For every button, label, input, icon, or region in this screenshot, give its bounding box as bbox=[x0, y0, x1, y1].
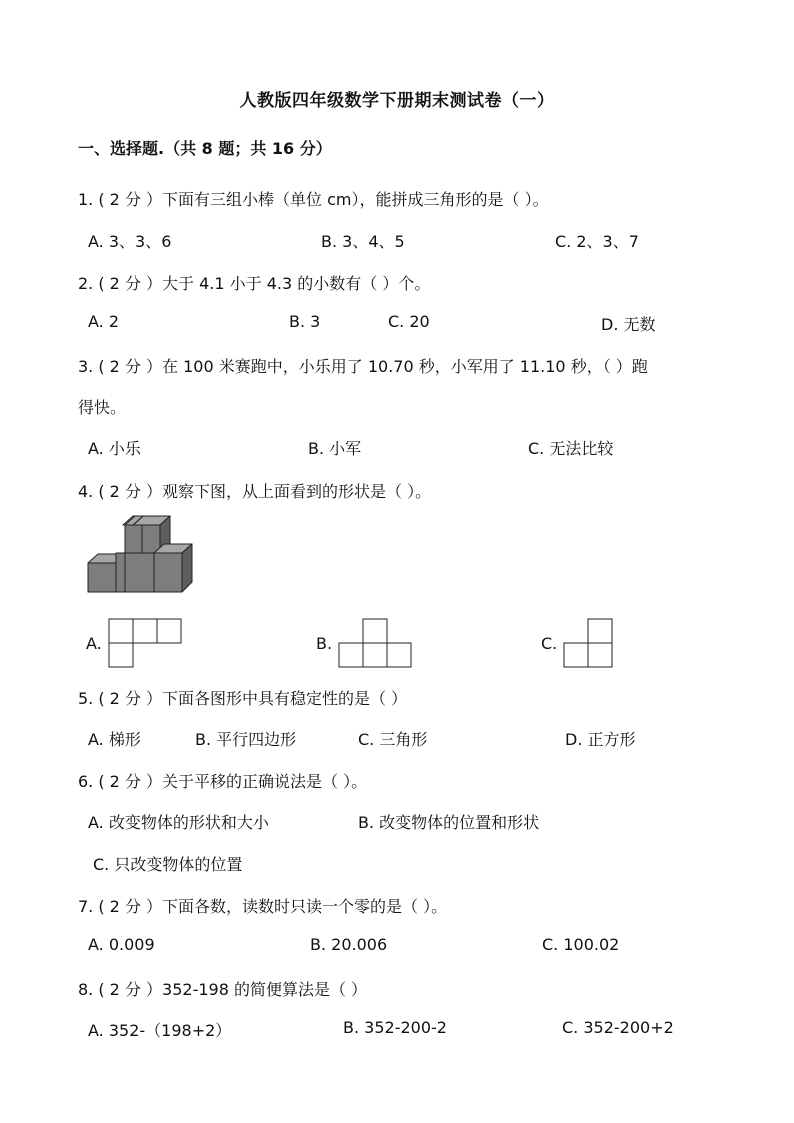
q7-option-c[interactable]: C. 100.02 bbox=[542, 935, 620, 954]
q7-option-a[interactable]: A. 0.009 bbox=[88, 935, 155, 954]
q6-option-b[interactable]: B. 改变物体的位置和形状 bbox=[358, 813, 540, 832]
q3-option-a[interactable]: A. 小乐 bbox=[88, 439, 141, 458]
q5-option-d[interactable]: D. 正方形 bbox=[565, 730, 636, 749]
q1-option-a[interactable]: A. 3、3、6 bbox=[88, 232, 172, 251]
q5-option-c[interactable]: C. 三角形 bbox=[358, 730, 428, 749]
q8-option-b[interactable]: B. 352-200-2 bbox=[343, 1018, 447, 1037]
q4-option-c[interactable]: C. bbox=[541, 634, 558, 653]
q1-option-c[interactable]: C. 2、3、7 bbox=[555, 232, 639, 251]
q2-option-a[interactable]: A. 2 bbox=[88, 312, 120, 331]
q2-option-d[interactable]: D. 无数 bbox=[601, 315, 656, 334]
q4-option-b[interactable]: B. bbox=[316, 634, 333, 653]
q4-option-c-grid[interactable] bbox=[563, 618, 613, 668]
section-heading: 一、选择题.（共 8 题；共 16 分） bbox=[78, 139, 332, 158]
q8-option-c[interactable]: C. 352-200+2 bbox=[562, 1018, 674, 1037]
question-1-stem: 1. ( 2 分 ）下面有三组小棒（单位 cm），能拼成三角形的是（ ）。 bbox=[78, 190, 549, 209]
question-6-stem: 6. ( 2 分 ）关于平移的正确说法是（ ）。 bbox=[78, 772, 368, 791]
cube-stack-figure bbox=[86, 516, 196, 596]
question-8-stem: 8. ( 2 分 ）352-198 的简便算法是（ ） bbox=[78, 980, 368, 999]
question-3-stem: 3. ( 2 分 ）在 100 米赛跑中，小乐用了 10.70 秒，小军用了 11.10 秒，（ ）跑 bbox=[78, 357, 648, 376]
question-4-stem: 4. ( 2 分 ）观察下图，从上面看到的形状是（ ）。 bbox=[78, 482, 432, 501]
q3-option-b[interactable]: B. 小军 bbox=[308, 439, 362, 458]
q2-option-b[interactable]: B. 3 bbox=[289, 312, 321, 331]
q5-option-a[interactable]: A. 梯形 bbox=[88, 730, 141, 749]
q2-option-c[interactable]: C. 20 bbox=[388, 312, 430, 331]
q7-option-b[interactable]: B. 20.006 bbox=[310, 935, 388, 954]
q6-option-c[interactable]: C. 只改变物体的位置 bbox=[93, 855, 243, 874]
q1-option-b[interactable]: B. 3、4、5 bbox=[321, 232, 405, 251]
q3-option-c[interactable]: C. 无法比较 bbox=[528, 439, 614, 458]
q6-option-a[interactable]: A. 改变物体的形状和大小 bbox=[88, 813, 269, 832]
q4-option-a[interactable]: A. bbox=[86, 634, 102, 653]
q4-option-a-grid[interactable] bbox=[108, 618, 182, 668]
question-7-stem: 7. ( 2 分 ）下面各数，读数时只读一个零的是（ ）。 bbox=[78, 897, 448, 916]
q8-option-a[interactable]: A. 352-（198+2） bbox=[88, 1021, 232, 1040]
question-3-stem-continued: 得快。 bbox=[78, 398, 127, 417]
q5-option-b[interactable]: B. 平行四边形 bbox=[195, 730, 297, 749]
page-title: 人教版四年级数学下册期末测试卷（一） bbox=[239, 91, 555, 111]
question-2-stem: 2. ( 2 分 ）大于 4.1 小于 4.3 的小数有（ ）个。 bbox=[78, 274, 431, 293]
q4-option-b-grid[interactable] bbox=[338, 618, 412, 668]
question-5-stem: 5. ( 2 分 ）下面各图形中具有稳定性的是（ ） bbox=[78, 689, 408, 708]
